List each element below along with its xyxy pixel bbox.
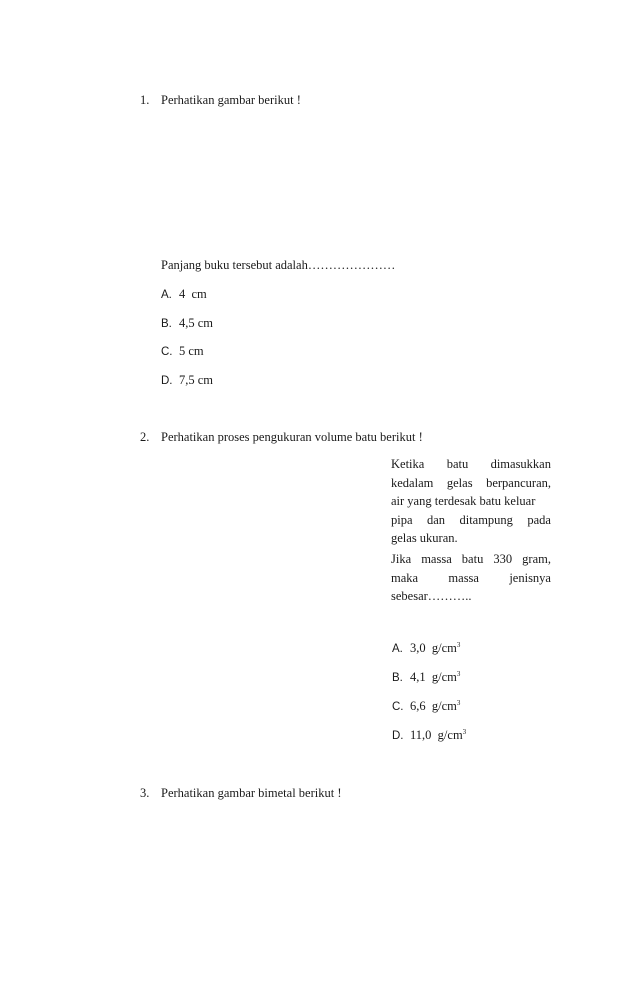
q2-question-word: 330 bbox=[493, 552, 513, 566]
q2-option-a-unit-exp: 3 bbox=[456, 641, 461, 649]
q2-question-word: Jika bbox=[391, 552, 412, 566]
q2-description-line bbox=[391, 455, 551, 474]
q2-option-d-value: 11,0 bbox=[410, 728, 432, 742]
q2-description-word: pipa bbox=[391, 512, 413, 527]
q2-number: 2. bbox=[140, 430, 150, 444]
q2-option-b[interactable] bbox=[392, 670, 460, 685]
q2-question-word: gram, bbox=[522, 552, 551, 566]
q2-option-b-value: 4,1 bbox=[410, 670, 426, 684]
q1-option-c-text: 5 cm bbox=[179, 344, 204, 358]
q2-description-word: pada bbox=[527, 512, 551, 527]
q2-option-b-unit-exp: 3 bbox=[456, 670, 461, 678]
q2-option-c-unit-exp: 3 bbox=[456, 699, 461, 707]
q2-prompt: Perhatikan proses pengukuran volume batu berikut ! bbox=[161, 430, 423, 444]
q1-option-a-text: 4 cm bbox=[179, 287, 207, 301]
q1-option-c[interactable] bbox=[161, 344, 204, 359]
q2-description-line bbox=[391, 492, 551, 511]
q2-option-b-unit: g/cm bbox=[431, 670, 457, 684]
q3-number: 3. bbox=[140, 786, 150, 800]
q2-description-word: ditampung bbox=[459, 512, 513, 527]
q2-question-line bbox=[391, 550, 551, 569]
q1-option-c-letter: C. bbox=[161, 346, 173, 358]
q2-description-word: gelas bbox=[446, 475, 473, 490]
q2-description-paragraph bbox=[391, 455, 551, 548]
q2-option-c-unit: g/cm bbox=[431, 699, 457, 713]
q2-description-word: dimasukkan bbox=[490, 457, 551, 471]
q2-description-line bbox=[391, 474, 551, 493]
q2-description-word: gelas ukuran. bbox=[391, 531, 458, 545]
q2-description-word: kedalam bbox=[391, 475, 434, 490]
q1-option-d-text: 7,5 cm bbox=[179, 373, 214, 387]
q2-description-word: batu bbox=[446, 457, 469, 471]
q2-option-c-letter: C. bbox=[392, 701, 404, 713]
q2-option-d-letter: D. bbox=[392, 730, 404, 742]
q2-option-a[interactable] bbox=[392, 641, 460, 656]
q2-option-a-unit: g/cm bbox=[431, 641, 457, 655]
q2-question-word: maka bbox=[391, 570, 419, 585]
q2-description-word: berpancuran, bbox=[486, 475, 551, 490]
q2-question-word: jenisnya bbox=[509, 570, 551, 585]
q2-question-word: massa bbox=[448, 570, 479, 585]
q2-question-paragraph bbox=[391, 550, 551, 606]
q1-option-a-letter: A. bbox=[161, 289, 172, 301]
q2-description-word: dan bbox=[426, 512, 446, 527]
q1-question: Panjang buku tersebut adalah………………… bbox=[161, 258, 396, 272]
q2-option-c[interactable] bbox=[392, 699, 460, 714]
q2-question-word: sebesar……….. bbox=[391, 589, 472, 603]
q1-option-b-letter: B. bbox=[161, 318, 172, 330]
q2-option-a-letter: A. bbox=[392, 643, 403, 655]
q2-question-word: batu bbox=[461, 552, 484, 566]
q2-option-a-value: 3,0 bbox=[410, 641, 426, 655]
q1-option-d[interactable] bbox=[161, 373, 213, 388]
q2-description-word: Ketika bbox=[391, 457, 425, 471]
q2-option-b-letter: B. bbox=[392, 672, 403, 684]
q1-option-b[interactable] bbox=[161, 316, 213, 331]
q2-option-c-value: 6,6 bbox=[410, 699, 426, 713]
q2-option-d-unit-exp: 3 bbox=[462, 728, 467, 736]
q1-prompt: Perhatikan gambar berikut ! bbox=[161, 93, 301, 107]
q2-question-word: massa bbox=[421, 552, 452, 566]
q2-description-line bbox=[391, 511, 551, 530]
q2-option-d[interactable] bbox=[392, 728, 466, 743]
q1-option-b-text: 4,5 cm bbox=[179, 316, 214, 330]
q1-number: 1. bbox=[140, 93, 150, 107]
q1-option-a[interactable] bbox=[161, 287, 207, 302]
q2-option-d-unit: g/cm bbox=[437, 728, 463, 742]
q1-option-d-letter: D. bbox=[161, 375, 173, 387]
q2-description-line bbox=[391, 529, 551, 548]
q2-question-line bbox=[391, 569, 551, 588]
q2-description-word: air yang terdesak batu keluar bbox=[391, 494, 536, 508]
q3-prompt: Perhatikan gambar bimetal berikut ! bbox=[161, 786, 342, 800]
q2-question-line bbox=[391, 587, 551, 606]
